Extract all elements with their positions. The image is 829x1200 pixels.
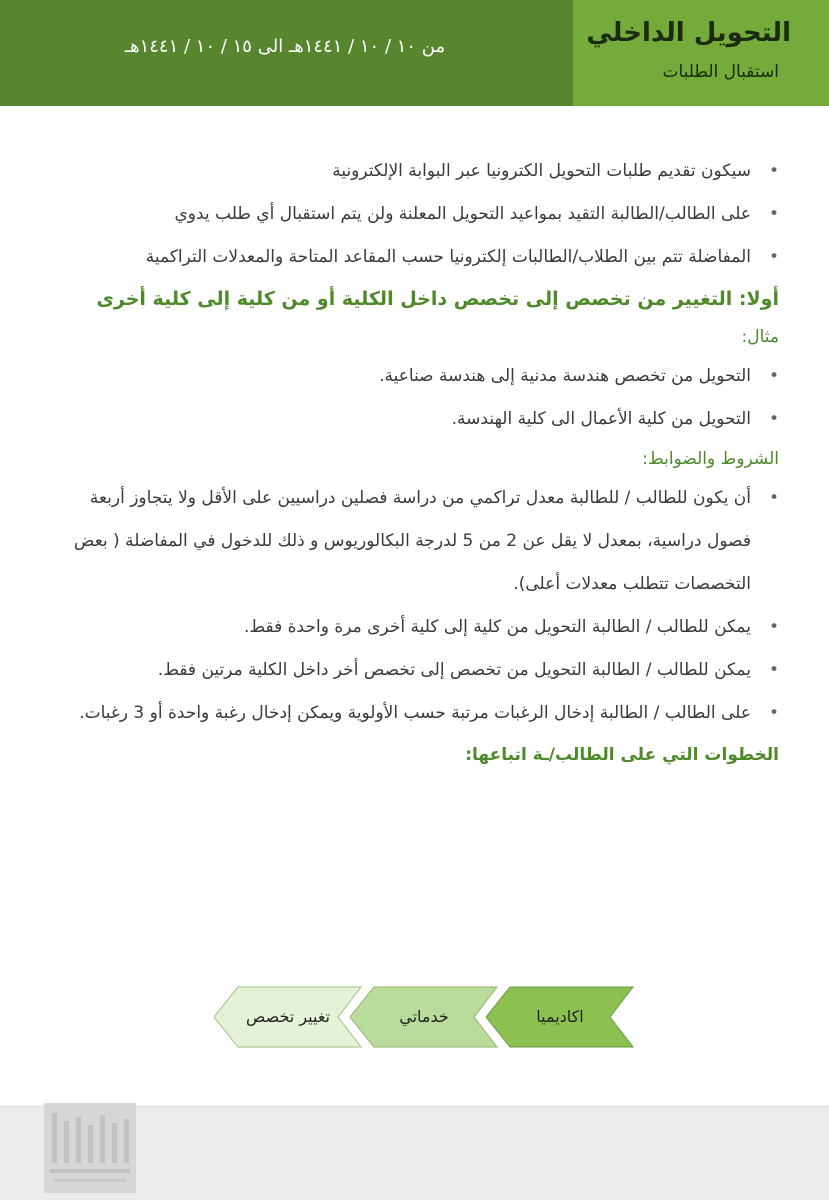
list-item: • المفاضلة تتم بين الطلاب/الطالبات إلكترونيا حسب المقاعد المتاحة والمعدلات التراكمية [52, 236, 779, 279]
step-khadamati [350, 986, 498, 1048]
section-heading: أولا: التغيير من تخصص إلى تخصص داخل الكلية أو من كلية إلى كلية أخرى [96, 288, 779, 310]
list-item: • على الطالب/الطالبة التقيد بمواعيد التحويل المعلنة ولن يتم استقبال أي طلب يدوي [52, 193, 779, 236]
page-header [0, 0, 829, 106]
steps-chevrons [0, 986, 829, 1050]
step-academia [486, 986, 634, 1048]
intro-list [52, 150, 779, 279]
list-item: • سيكون تقديم طلبات التحويل الكترونيا عبر البوابة الإلكترونية [52, 150, 779, 193]
example-label: مثال: [741, 327, 779, 347]
conditions-label: الشروط والضوابط: [642, 449, 779, 469]
date-range: من ١٠ / ١٠ / ١٤٤١هـ الى ١٥ / ١٠ / ١٤٤١هـ [124, 36, 446, 57]
main-content [52, 150, 779, 775]
header-title-box [573, 0, 829, 106]
examples-list [52, 355, 779, 441]
list-item: • على الطالب / الطالبة إدخال الرغبات مرتبة حسب الأولوية ويمكن إدخال رغبة واحدة أو 3 رغبات. [52, 692, 779, 735]
step-label: تغيير تخصص [246, 1007, 330, 1026]
conditions-list [52, 477, 779, 735]
step-change-major [214, 986, 362, 1048]
list-item: • أن يكون للطالب / للطالبة معدل تراكمي من دراسة فصلين دراسيين على الأقل ولا يتجاوز أربعة فصول دراسية، بمعدل لا يقل عن 2 من 5 لدرجة البكالوريوس و ذلك للدخول في المفاضلة ( بعض التخصصات تتطلب معدلات أعلى). [52, 477, 779, 606]
list-item: • يمكن للطالب / الطالبة التحويل من تخصص إلى تخصص أخر داخل الكلية مرتين فقط. [52, 649, 779, 692]
king-khalid-university-logo-icon [44, 1103, 136, 1193]
list-item: • التحويل من تخصص هندسة مدنية إلى هندسة صناعية. [52, 355, 779, 398]
page-subtitle: استقبال الطلبات [662, 62, 779, 82]
step-label: اكاديميا [536, 1007, 584, 1026]
list-item: • التحويل من كلية الأعمال الى كلية الهندسة. [52, 398, 779, 441]
header-date-bar [0, 0, 573, 106]
step-label: خدماتي [399, 1007, 449, 1026]
page-title: التحويل الداخلي [586, 18, 791, 48]
list-item: • يمكن للطالب / الطالبة التحويل من كلية إلى كلية أخرى مرة واحدة فقط. [52, 606, 779, 649]
steps-label: الخطوات التي على الطالب/ـة اتباعها: [465, 745, 779, 765]
